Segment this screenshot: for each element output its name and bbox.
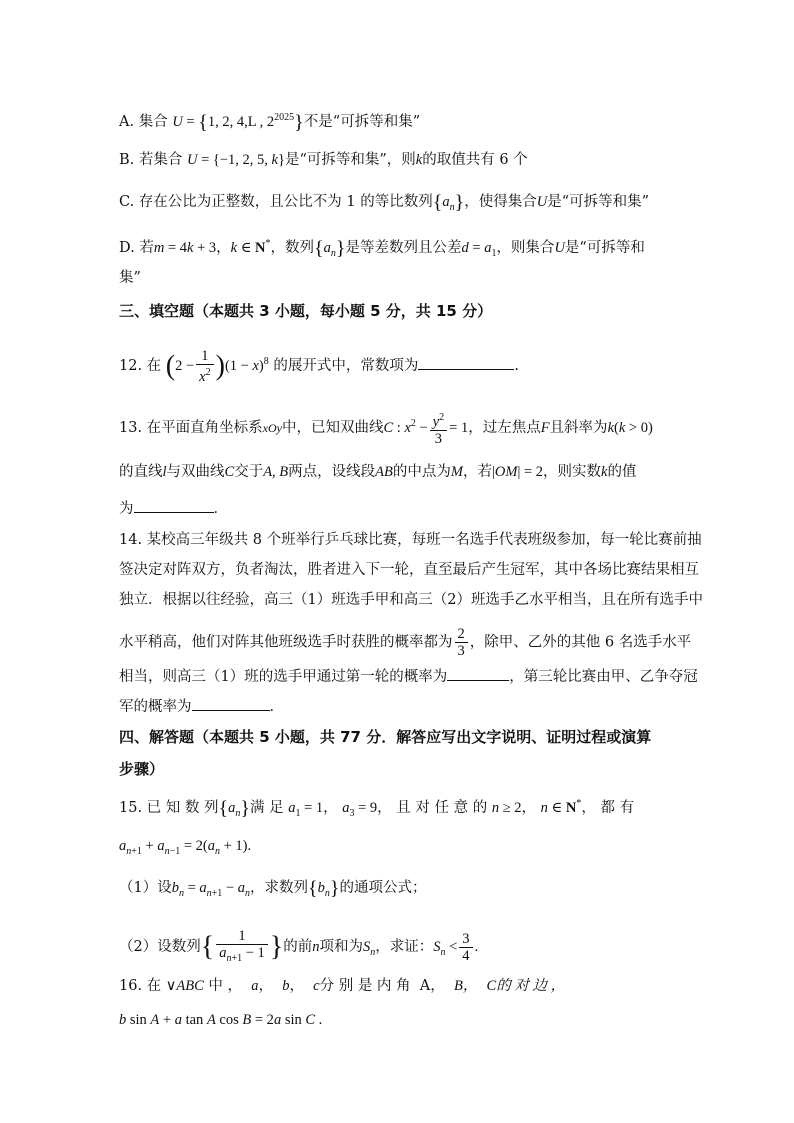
answer-blank-14b[interactable] — [192, 696, 270, 711]
option-c: C. 存在公比为正整数，且公比不为 1 的等比数列$\{a_n\}$，使得集合U是“可拆等和集” — [119, 191, 650, 214]
question-15-part2: （2）设数列{ $\frac{1}{a_{n+1} - 1}$ }的前n项和为$S_n$，求证：$S_n$ < $\frac{3}{4}$ . — [119, 928, 479, 964]
answer-blank-13[interactable] — [134, 498, 214, 513]
question-16: 16. 在 ∨ABC 中 ， a， b， c分 别 是 内 角 A， B， C的 对 边 ， — [119, 978, 566, 994]
question-12: 12. 在 (2 − $\frac{1}{x^2}$ )$(1 - x)^8$ 的展开式中，常数项为 . — [119, 348, 519, 385]
question-14-line1: 14. 某校高三年级共 8 个班举行乒乓球比赛，每班一名选手代表班级参加，每一轮比赛前抽 — [119, 532, 702, 548]
question-14-line3: 独立．根据以往经验，高三（1）班选手甲和高三（2）班选手乙水平相当，且在所有选手中 — [119, 592, 703, 608]
question-14-line4: 水平稍高，他们对阵其他班级选手时获胜的概率都为 $\frac{2}{3}$ ，除甲、乙外的其他 6 名选手水平 — [119, 626, 692, 659]
option-a: A. 集合 U = {1, 2, 4,L , $2^{2025}$}不是“可拆等和集” — [119, 111, 421, 134]
question-16-formula: b sin A + a tan A cos B = 2a sin C . — [119, 1012, 323, 1028]
question-14-line6: 军的概率为 ． — [119, 696, 284, 717]
option-b: B. 若集合 U = {−1, 2, 5, k}是“可拆等和集”，则k的取值共有 6 个 — [119, 152, 528, 168]
answer-blank-12[interactable] — [418, 355, 514, 370]
question-13: 13. 在平面直角坐标系xOy中，已知双曲线C : $x^2$ − $\frac{y^2}{3}$ = 1，过左焦点F且斜率为k(k > 0) — [119, 412, 653, 447]
question-15-part1: （1）设$b_n = a_{n+1} - a_n$，求数列$\{b_n\}$的通项公式； — [119, 877, 427, 900]
question-15-formula: $a_{n+1} + a_{n-1} = 2(a_n + 1)$. — [119, 838, 252, 857]
option-d-line2: 集” — [119, 270, 141, 286]
question-13-line3: 为 ． — [119, 498, 228, 519]
question-13-line2: 的直线l与双曲线C交于A, B两点，设线段AB的中点为M，若|OM| = 2，则实数k的值 — [119, 464, 637, 480]
section-3-heading: 三、填空题（本题共 3 小题，每小题 5 分，共 15 分） — [119, 302, 493, 320]
section-4-heading-line2: 步骤） — [119, 760, 165, 778]
question-15: 15. 已 知 数 列$\{a_n\}$满 足 $a_1 = 1$， $a_3 = 9$， 且 对 任 意 的 n ≥ 2， n ∈ N*， 都 有 — [119, 797, 635, 820]
section-4-heading: 四、解答题（本题共 5 小题，共 77 分．解答应写出文字说明、证明过程或演算 — [119, 728, 652, 746]
question-14-line5: 相当，则高三（1）班的选手甲通过第一轮的概率为 ，第三轮比赛由甲、乙争夺冠 — [119, 666, 698, 687]
answer-blank-14a[interactable] — [447, 666, 509, 681]
option-d: D. 若m = 4k + 3，k ∈ N*，数列$\{a_n\}$是等差数列且公差$d = a_1$，则集合U是“可拆等和 — [119, 237, 645, 260]
question-14-line2: 签决定对阵双方，负者淘汰，胜者进入下一轮，直至最后产生冠军，其中各场比赛结果相互 — [119, 562, 699, 578]
